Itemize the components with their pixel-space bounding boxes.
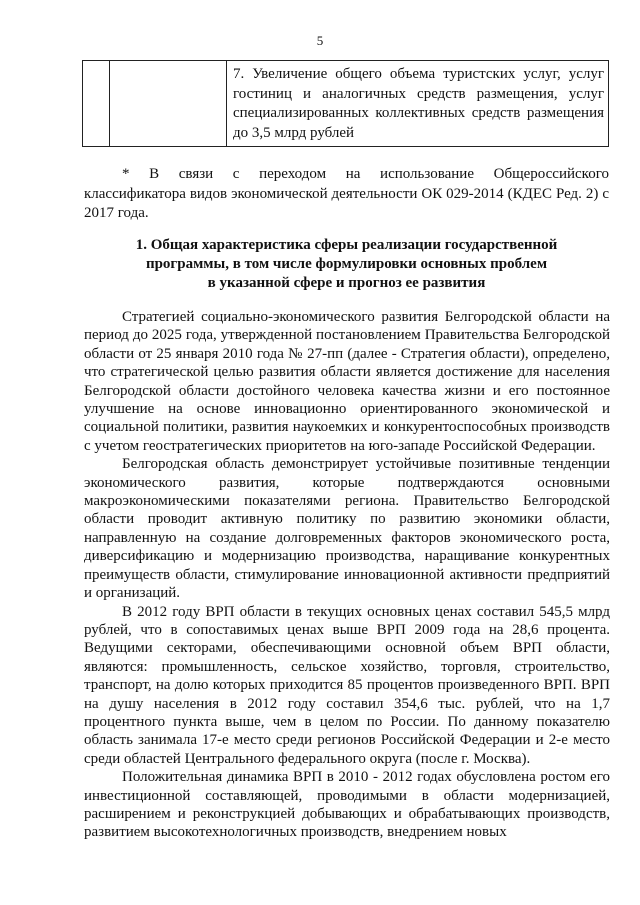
section-heading	[84, 236, 609, 293]
table-row	[83, 61, 609, 147]
indicator-table	[82, 60, 609, 147]
footnote-line-2: классификатора видов экономической деятельности ОК 029-2014 (КДЕС Ред. 2) с 2017 года.	[84, 185, 609, 221]
footnote-line-1: * В связи с переходом на использование Общероссийского	[122, 166, 609, 182]
page-number: 5	[316, 33, 324, 48]
table-cell-empty-2	[110, 61, 227, 147]
paragraph-grp-2012: В 2012 году ВРП области в текущих основных ценах составил 545,5 млрд рублей, что в сопоставимых ценах выше ВРП 2009 года на 28,6 процента. Ведущими секторами, обеспечивающими основной объем ВРП области, являются: промышленность, сельское хозяйство, торговля, строительство, транспорт, на долю которых приходится 85 процентов произведенного ВРП. ВРП на душу населения в 2012 году составил 354,6 тыс. рублей, что на 1,7 процентного пункта выше, чем в целом по России. По данному показателю область занимала 17-е место среди регионов Российской Федерации и 2-е место среди областей Центрального федерального округа (после г. Москва).	[84, 603, 610, 767]
paragraph-grp-dynamics: Положительная динамика ВРП в 2010 - 2012 годах обусловлена ростом его инвестиционной составляющей, проводимыми в области модернизацией, расширением и реконструкцией добывающих и обрабатывающих производств, развитием высокотехнологичных производств, внедрением новых	[84, 769, 610, 841]
section-heading-line-3: в указанной сфере и прогноз ее развития	[207, 275, 486, 291]
footnote	[84, 165, 609, 224]
paragraph-strategy: Стратегией социально-экономического развития Белгородской области на период до 2025 года, утвержденной постановлением Правительства Белгородской области от 25 января 2010 года № 27-пп (далее - Стратегия области), определено, что стратегической целью развития области является достижение для населения Белгородской области достойного человека качества жизни и его постоянное улучшение на основе инновационно ориентированного экономической и социальной политики, развития наукоемких и конкурентоспособных производств с учетом геостратегических приоритетов на юго-западе Российской Федерации.	[84, 309, 610, 454]
body-text	[84, 308, 610, 842]
section-heading-line-2: программы, в том числе формулировки основных проблем	[145, 256, 548, 272]
table-cell-goal: 7. Увеличение общего объема туристских услуг, услуг гостиниц и аналогичных средств размещения, услуг специализированных коллективных средств размещения до 3,5 млрд рублей	[227, 61, 609, 147]
section-heading-line-1: 1. Общая характеристика сферы реализации государственной	[135, 237, 558, 253]
table-cell-empty-1	[83, 61, 110, 147]
paragraph-trends: Белгородская область демонстрирует устойчивые позитивные тенденции экономического развития, которые подтверждаются основными макроэкономическими показателями региона. Правительство Белгородской области проводит активную политику по развитию экономики области, направленную на создание долговременных факторов экономического роста, диверсификацию и модернизацию производства, наращивание конкурентных преимуществ области, стимулирование инновационной активности предприятий и организаций.	[84, 456, 610, 602]
